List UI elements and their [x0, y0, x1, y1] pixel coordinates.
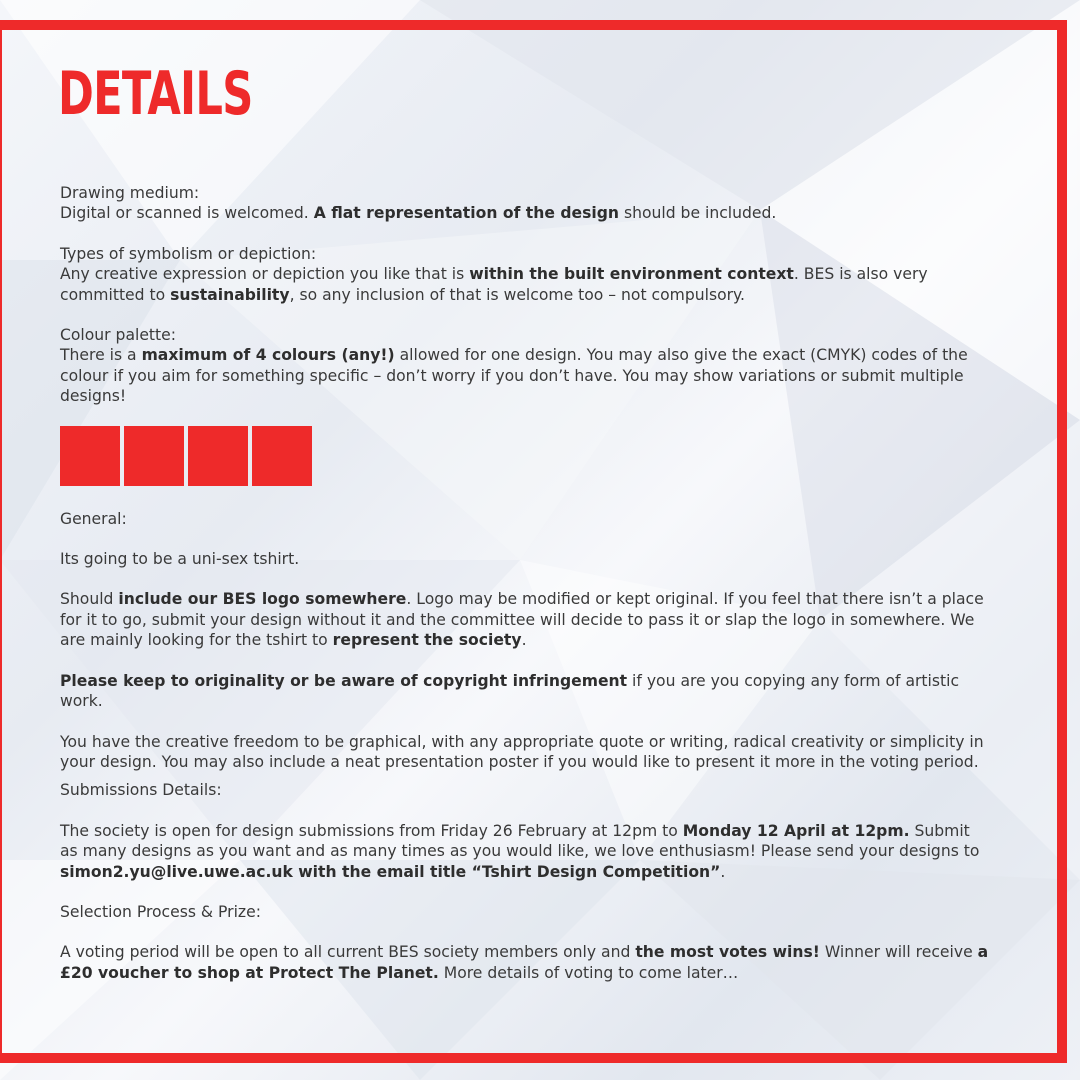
colour-swatches [60, 426, 990, 486]
colour-swatch-4 [252, 426, 312, 486]
creative-freedom-text: You have the creative freedom to be graphical, with any appropriate quote or writing, radical creativity or simplicity in your design. You may also include a neat presentation poster if you would like to present it more in the voting period. [60, 732, 984, 771]
general-section [60, 509, 990, 773]
colour-palette-heading: Colour palette: [60, 326, 177, 345]
page-title: DETAILS [58, 59, 253, 129]
selection-section [60, 902, 990, 983]
drawing-medium-text: Digital or scanned is welcomed. A flat representation of the design should be included. [60, 204, 777, 223]
logo-text: Should include our BES logo somewhere. Logo may be modified or kept original. If you feel that there isn’t a place for it to go, submit your design without it and the committee will decide to pass it or slap the logo in somewhere. We are mainly looking for the tshirt to represent the society. [60, 590, 984, 650]
originality-text: Please keep to originality or be aware of copyright infringement if you are you copying any form of artistic work. [60, 671, 960, 711]
drawing-medium-section [60, 183, 990, 224]
submissions-text: The society is open for design submissions from Friday 26 February at 12pm to Monday 12 April at 12pm. Submit as many designs as you want and as many times as you would like, we love enthusiasm! Please send your designs to simon2.yu@live.uwe.ac.uk with the email title “Tshirt Design Competition”. [60, 821, 980, 881]
colour-palette-section [60, 325, 990, 486]
tshirt-text: Its going to be a uni-sex tshirt. [60, 550, 300, 569]
symbolism-section [60, 244, 990, 305]
submissions-section [60, 780, 990, 882]
symbolism-heading: Types of symbolism or depiction: [60, 244, 317, 263]
drawing-medium-heading: Drawing medium: [60, 184, 200, 202]
submission-email: simon2.yu@live.uwe.ac.uk with the email title “Tshirt Design Competition” [60, 862, 721, 881]
colour-swatch-2 [124, 426, 184, 486]
colour-palette-text: There is a maximum of 4 colours (any!) allowed for one design. You may also give the exact (CMYK) codes of the colour if you aim for something specific – don’t worry if you don’t have. You may show variations or submit multiple designs! [60, 346, 968, 406]
selection-text: A voting period will be open to all current BES society members only and the most votes wins! Winner will receive a £20 voucher to shop at Protect The Planet. More details of voting to come later… [60, 943, 989, 982]
colour-swatch-1 [60, 426, 120, 486]
symbolism-text: Any creative expression or depiction you like that is within the built environment context. BES is also very committed to sustainability, so any inclusion of that is welcome too – not compulsory. [60, 265, 928, 304]
submissions-heading: Submissions Details: [60, 781, 222, 800]
general-heading: General: [60, 509, 127, 528]
colour-swatch-3 [188, 426, 248, 486]
selection-heading: Selection Process & Prize: [60, 902, 261, 921]
details-content [60, 183, 990, 983]
